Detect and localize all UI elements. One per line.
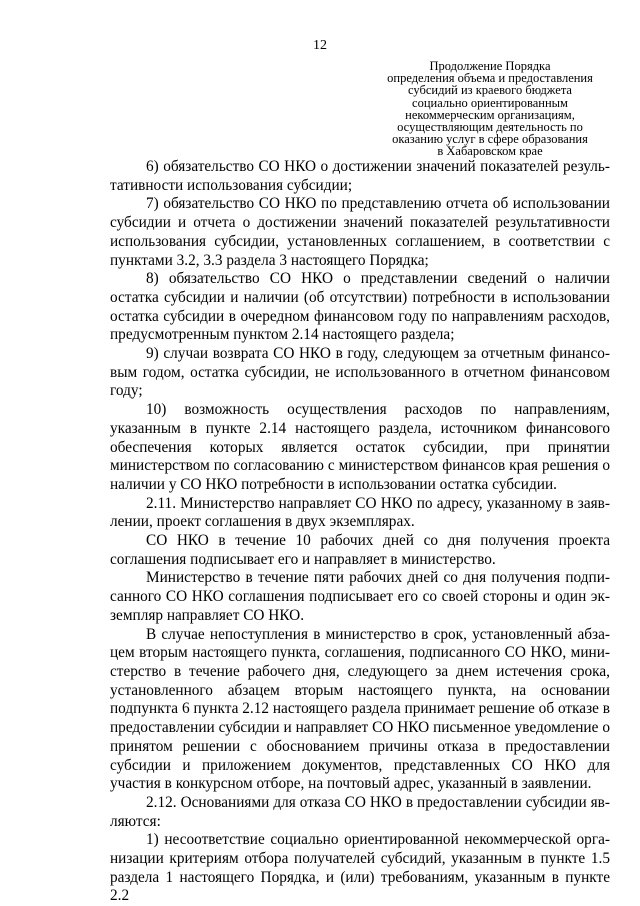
header-line: Продолжение Порядка — [429, 59, 551, 73]
header-line: некоммерческим организациям, — [405, 107, 575, 122]
paragraph-item-7: 7) обязательство СО НКО по представлению отчета об использовании субсидии и отчета о достижении значений показателей результативности использования субсидии, установленных соглашением, в соответствии с пунктами 3.2, 3.3 раздела 3 настоящего Порядка; — [110, 195, 610, 269]
header-line: в Хабаровском крае — [437, 144, 543, 159]
header-line: оказанию услуг в сфере образования — [392, 132, 588, 147]
document-body — [110, 158, 610, 906]
document-header — [372, 60, 608, 158]
paragraph-2-12-item-1: 1) несоответствие социально ориентированной некоммерческой организации критериям отбора получателей субсидий, указанным в пункте 1.5 раздела 1 настоящего Порядка, и (или) требованиям, указанным в пункте 2.2 — [110, 831, 610, 905]
header-line: осуществляющим деятельность по — [397, 120, 583, 135]
paragraph-2-11: 2.11. Министерство направляет СО НКО по адресу, указанному в заявлении, проект соглашения в двух экземплярах. — [110, 494, 610, 531]
paragraph-item-10: 10) возможность осуществления расходов по направлениям, указанным в пункте 2.14 настоящего раздела, источником финансового обеспечения которых является остаток субсидии, при принятии министерством по согласованию с министерством финансов края решения о наличии у СО НКО потребности в использовании остатка субсидии. — [110, 401, 610, 493]
header-line: субсидий из краевого бюджета — [408, 83, 572, 98]
page-number: 12 — [313, 38, 327, 53]
header-line: определения объема и предоставления — [387, 71, 593, 86]
paragraph-item-6: 6) обязательство СО НКО о достижении значений показателей результативности использования субсидии; — [110, 158, 610, 194]
header-line: социально ориентированным — [412, 95, 568, 110]
paragraph-2-11-signing: СО НКО в течение 10 рабочих дней со дня получения проекта соглашения подписывает его и направляет в министерство. — [110, 532, 610, 568]
paragraph-2-12: 2.12. Основаниями для отказа СО НКО в предоставлении субсидии являются: — [110, 793, 610, 830]
paragraph-2-11-refusal: В случае непоступления в министерство в срок, установленный абзацем вторым настоящего пункта, соглашения, подписанного СО НКО, министерство в течение рабочего дня, следующего за днем истечения срока, установленного абзацем вторым настоящего пункта, на основании подпункта 6 пункта 2.12 настоящего раздела принимает решение об отказе в предоставлении субсидии и направляет СО НКО письменное уведомление о принятом решении с обоснованием причины отказа в предоставлении субсидии и приложением документов, представленных СО НКО для участия в конкурсном отборе, на почтовый адрес, указанный в заявлении. — [110, 625, 610, 793]
paragraph-2-11-ministry: Министерство в течение пяти рабочих дней со дня получения подписанного СО НКО соглашения подписывает его со своей стороны и один экземпляр направляет СО НКО. — [110, 569, 610, 624]
paragraph-item-9: 9) случаи возврата СО НКО в году, следующем за отчетным финансовым годом, остатка субсидии, не использованного в отчетном финансовом году; — [110, 345, 610, 400]
paragraph-item-8: 8) обязательство СО НКО о представлении сведений о наличии остатка субсидии и наличии (об отсутствии) потребности в использовании остатка субсидии в очередном финансовом году по направлениям расходов, предусмотренным пунктом 2.14 настоящего раздела; — [110, 270, 610, 344]
